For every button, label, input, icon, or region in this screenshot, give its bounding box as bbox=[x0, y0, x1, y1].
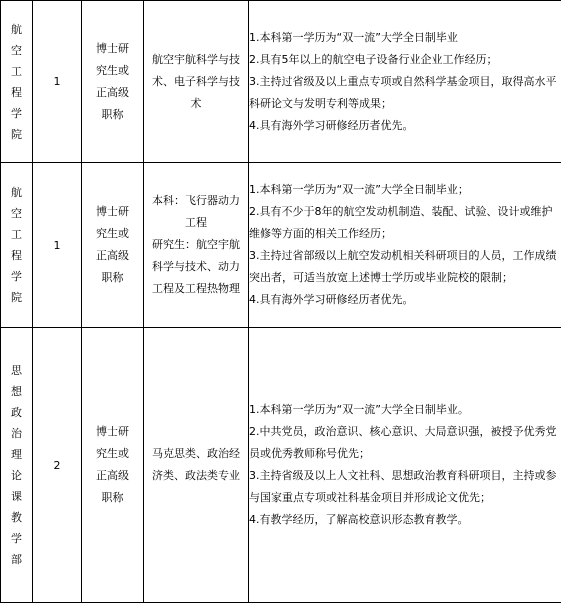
title-cell bbox=[82, 328, 144, 603]
department-char: 程 bbox=[11, 85, 22, 99]
major-line: 工程 bbox=[185, 216, 207, 229]
department-char: 教 bbox=[11, 511, 22, 524]
requirement-item: 2.具有5年以上的航空电子设备行业企业工作经历； bbox=[249, 52, 498, 66]
requirement-item: 1.本科第一学历为“双一流”大学全日制毕业 bbox=[249, 30, 458, 44]
major-line: 术、电子科学与技 bbox=[152, 74, 240, 88]
requirements-cell bbox=[249, 163, 561, 328]
department-char: 部 bbox=[11, 553, 22, 566]
requirement-item: 4.具有海外学习研修经历者优先。 bbox=[249, 118, 414, 132]
title-line: 博士研 bbox=[96, 425, 129, 438]
major-line: 科学与技术、动力 bbox=[152, 260, 240, 273]
department-char: 空 bbox=[11, 207, 22, 220]
department-cell bbox=[1, 1, 33, 163]
department-char: 空 bbox=[11, 43, 22, 57]
requirement-item: 1.本科第一学历为“双一流”大学全日制毕业； bbox=[249, 183, 469, 196]
table-row bbox=[1, 163, 561, 328]
requirement-item: 1.本科第一学历为“双一流”大学全日制毕业。 bbox=[249, 403, 469, 416]
department-char: 政 bbox=[11, 406, 22, 419]
requirement-item: 2.中共党员，政治意识、核心意识、大局意识强，被授予优秀党员或优秀教师称号优先； bbox=[249, 425, 557, 460]
headcount-cell: 1 bbox=[33, 163, 82, 328]
department-char: 院 bbox=[11, 127, 22, 141]
headcount-cell: 2 bbox=[33, 328, 82, 603]
requirement-item: 3.主持省级及以上人文社科、思想政治教育科研项目，主持或参与国家重点专项或社科基金项目并形成论文优先； bbox=[249, 469, 557, 504]
department-char: 程 bbox=[11, 249, 22, 262]
department-char: 理 bbox=[11, 448, 22, 461]
title-line: 究生或 bbox=[96, 447, 129, 460]
department-char: 学 bbox=[11, 270, 22, 283]
department-char: 治 bbox=[11, 427, 22, 440]
requirement-item: 4.具有海外学习研修经历者优先。 bbox=[249, 293, 414, 306]
department-char: 航 bbox=[11, 186, 22, 199]
department-char: 学 bbox=[11, 532, 22, 545]
headcount-cell: 1 bbox=[33, 1, 82, 163]
title-line: 职称 bbox=[101, 491, 124, 504]
major-line: 术 bbox=[190, 96, 202, 110]
major-line: 本科：飞行器动力 bbox=[152, 194, 240, 207]
department-char: 想 bbox=[11, 385, 22, 398]
table-row bbox=[1, 328, 561, 603]
major-line: 航空宇航科学与技 bbox=[152, 52, 240, 66]
major-cell bbox=[144, 328, 249, 603]
table-row bbox=[1, 1, 561, 163]
department-char: 工 bbox=[11, 228, 22, 241]
department-char: 工 bbox=[11, 64, 22, 78]
title-cell bbox=[82, 1, 144, 163]
department-char: 思 bbox=[11, 364, 22, 377]
title-line: 正高级 bbox=[96, 85, 129, 99]
major-line: 济类、政法类专业 bbox=[152, 469, 240, 482]
title-line: 博士研 bbox=[96, 205, 129, 218]
major-line: 研究生：航空宇航 bbox=[152, 238, 240, 251]
major-cell bbox=[144, 1, 249, 163]
title-line: 博士研 bbox=[96, 41, 129, 55]
requirement-item: 3.主持过省级及以上重点专项或自然科学基金项目，取得高水平科研论文与发明专利等成果； bbox=[249, 74, 557, 110]
requirement-item: 2.具有不少于8年的航空发动机制造、装配、试验、设计或维护维修等方面的相关工作经历； bbox=[249, 205, 553, 240]
requirements-cell bbox=[249, 1, 561, 163]
title-line: 职称 bbox=[101, 107, 124, 121]
major-line: 工程及工程热物理 bbox=[152, 282, 240, 295]
requirement-item: 3.主持过省部级以上航空发动机相关科研项目的人员，工作成绩突出者，可适当放宽上述博士学历或毕业院校的限制； bbox=[249, 249, 557, 284]
title-line: 正高级 bbox=[96, 469, 129, 482]
department-char: 院 bbox=[11, 291, 22, 304]
department-char: 学 bbox=[11, 106, 22, 120]
title-line: 究生或 bbox=[96, 63, 129, 77]
title-cell bbox=[82, 163, 144, 328]
department-cell bbox=[1, 163, 33, 328]
requirements-cell bbox=[249, 328, 561, 603]
major-line: 马克思类、政治经 bbox=[152, 447, 240, 460]
major-cell bbox=[144, 163, 249, 328]
title-line: 职称 bbox=[101, 271, 124, 284]
department-char: 航 bbox=[11, 22, 22, 36]
department-cell bbox=[1, 328, 33, 603]
department-char: 课 bbox=[11, 490, 22, 503]
title-line: 究生或 bbox=[96, 227, 129, 240]
requirement-item: 4.有教学经历，了解高校意识形态教育教学。 bbox=[249, 513, 469, 526]
department-char: 论 bbox=[11, 469, 22, 482]
title-line: 正高级 bbox=[96, 249, 129, 262]
